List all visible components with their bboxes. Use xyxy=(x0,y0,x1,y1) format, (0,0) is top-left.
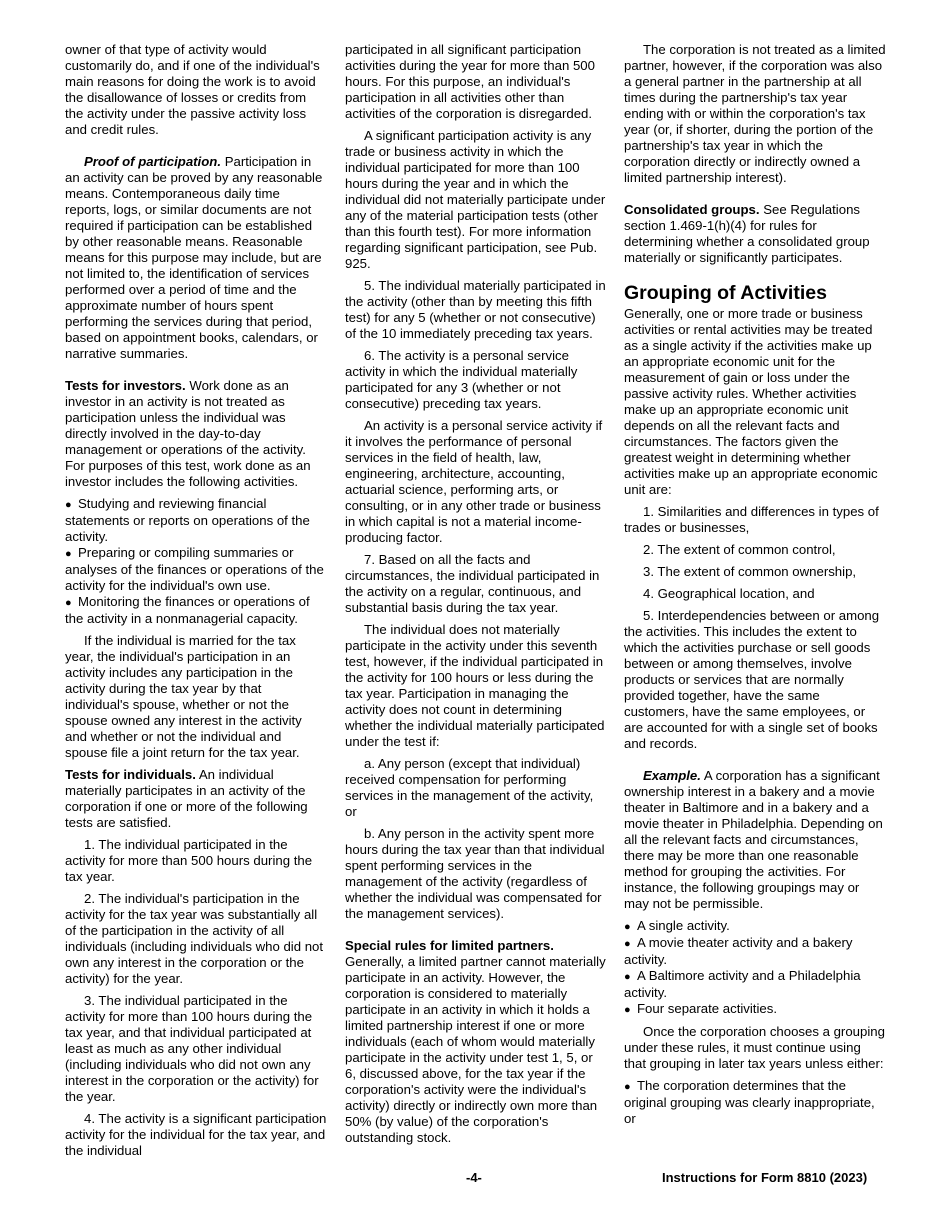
paragraph-text: Generally, one or more trade or business activities or rental activities may be treated as a single activity if the activities make up an appropriate economic unit for the measurement of gain or loss under the passive activity rules. Whether activities make up an appropriate economic unit depends on all the relevant facts and circumstances. The factors given the greatest weight in determining whether activities make up an appropriate economic unit are: xyxy=(624,306,878,497)
paragraph xyxy=(65,993,327,1105)
paragraph-text: Work done as an investor in an activity is not treated as participation unless the individual was directly involved in the day-to-day management or operations of the activity. For purposes of this test, work done as an investor includes the following activities. xyxy=(65,378,311,489)
bullet-icon: ● xyxy=(624,1081,631,1093)
bullet-item xyxy=(65,594,327,627)
section-heading: Grouping of Activities xyxy=(624,282,827,304)
paragraph-text: 7. Based on all the facts and circumstances, the individual participated in the activity on a regular, continuous, and substantial basis during the tax year. xyxy=(345,552,600,615)
paragraph-text: 4. Geographical location, and xyxy=(643,586,815,601)
paragraph xyxy=(624,768,886,912)
bullet-icon: ● xyxy=(65,548,72,560)
bullet-item xyxy=(624,918,886,935)
paragraph-text: owner of that type of activity would customarily do, and if one of the individual's main reasons for doing the work is to avoid the disallowance of losses or credits from the activity under the passive activity loss and credit rules. xyxy=(65,42,320,137)
bullet-icon: ● xyxy=(624,1004,631,1016)
paragraph xyxy=(345,756,607,820)
paragraph-text: Generally, a limited partner cannot materially participate in an activity. However, the corporation is considered to materially participate in an activity in which it holds a limited partnership interest if one or more individuals (each of whom would materially participate in the activity under test 1, 5, or 6, discussed above, for the tax year if the corporation's activity were the individual's activity) directly or indirectly own more than 50% (by value) of the corporation's outstanding stock. xyxy=(345,954,606,1145)
run-in-heading: Tests for individuals. xyxy=(65,767,196,782)
paragraph xyxy=(624,542,886,558)
paragraph-text: 2. The individual's participation in the activity for the tax year was substantially all of the participation in the activity of all individuals (including individuals who did not own any interest in the corporation or the activity) for the year. xyxy=(65,891,324,986)
bullet-item xyxy=(65,496,327,545)
bullet-icon: ● xyxy=(624,921,631,933)
paragraph xyxy=(624,42,886,186)
bullet-item xyxy=(624,935,886,968)
run-in-heading: Special rules for limited partners. xyxy=(345,938,554,953)
paragraph-text: Studying and reviewing financial statements or reports on operations of the activity. xyxy=(65,496,310,544)
paragraph xyxy=(65,1111,327,1159)
paragraph xyxy=(624,306,886,498)
paragraph-text: Once the corporation chooses a grouping under these rules, it must continue using that grouping in later tax years unless either: xyxy=(624,1024,885,1071)
paragraph xyxy=(624,608,886,752)
paragraph-text: 1. Similarities and differences in types of trades or businesses, xyxy=(624,504,879,535)
run-in-heading: Tests for investors. xyxy=(65,378,186,393)
paragraph xyxy=(624,504,886,536)
paragraph-text: Participation in an activity can be proved by any reasonable means. Contemporaneous daily time reports, logs, or similar documents are not required if participation can be established by other reasonable means. Reasonable means for this purpose may include, but are not limited to, the identification of services performed over a period of time and the approximate number of hours spent performing the services during that period, based on appointment books, calendars, or narrative summaries. xyxy=(65,154,323,361)
column-right xyxy=(624,42,886,1127)
paragraph-text: participated in all significant participation activities during the year for more than 500 hours. For this purpose, an individual's participation in all activities other than activities of the corporation is disregarded. xyxy=(345,42,595,121)
paragraph-text: If the individual is married for the tax year, the individual's participation in an activity includes any participation in the activity during the tax year by that individual's spouse, whether or not the spouse owned any interest in the activity and whether or not the individual and spouse file a joint return for the tax year. xyxy=(65,633,302,760)
paragraph-text: The corporation is not treated as a limited partner, however, if the corporation was also a general partner in the partnership at all times during the partnership's tax year ending with or within the corporation's tax year (or, if shorter, during the portion of the partnership's tax year in which the corporation directly or indirectly owned a limited partnership interest). xyxy=(624,42,886,185)
paragraph-text: 6. The activity is a personal service activity in which the individual materially participated for any 3 (whether or not consecutive) preceding tax years. xyxy=(345,348,578,411)
paragraph xyxy=(345,42,607,122)
paragraph-text: 2. The extent of common control, xyxy=(643,542,836,557)
paragraph-text: The individual does not materially participate in the activity under this seventh test, however, if the individual participated in the activity for 100 hours or less during the tax year. Participation in managing the activity does not count in determining whether the individual materially participated under the test if: xyxy=(345,622,605,749)
paragraph-text: A single activity. xyxy=(637,918,730,933)
paragraph xyxy=(65,154,327,362)
paragraph-text: 1. The individual participated in the activity for more than 500 hours during the tax year. xyxy=(65,837,313,884)
column-middle xyxy=(345,42,607,1152)
paragraph xyxy=(624,1024,886,1072)
run-in-heading: Example. xyxy=(643,768,701,783)
paragraph xyxy=(624,586,886,602)
paragraph xyxy=(345,418,607,546)
paragraph-text: Monitoring the finances or operations of the activity in a nonmanagerial capacity. xyxy=(65,594,310,626)
paragraph-text: 5. Interdependencies between or among the activities. This includes the extent to which the activities purchase or sell goods between or among themselves, involve products or services that are normally provided together, have the same customers, have the same employees, or are accounted for with a single set of books and records. xyxy=(624,608,880,751)
paragraph-text: A corporation has a significant ownership interest in a bakery and a movie theater in Baltimore and in a bakery and a movie theater in Philadelphia. Depending on all the relevant facts and circumstances, there may be more than one reasonable method for grouping the activities. For instance, the following groupings may or may not be permissible. xyxy=(624,768,883,911)
paragraph xyxy=(65,837,327,885)
paragraph-text: A movie theater activity and a bakery activity. xyxy=(624,935,853,967)
paragraph-text: 3. The extent of common ownership, xyxy=(643,564,857,579)
paragraph xyxy=(65,42,327,138)
bullet-icon: ● xyxy=(65,499,72,511)
paragraph xyxy=(345,278,607,342)
bullet-item xyxy=(65,545,327,594)
paragraph xyxy=(345,826,607,922)
run-in-heading: Proof of participation. xyxy=(84,154,222,169)
paragraph xyxy=(345,622,607,750)
bullet-item xyxy=(624,1001,886,1018)
paragraph-text: 4. The activity is a significant participation activity for the individual for the tax year, and the individual xyxy=(65,1111,327,1158)
paragraph xyxy=(345,348,607,412)
paragraph-text: See Regulations section 1.469-1(h)(4) for rules for determining whether a consolidated group materially or significantly participates. xyxy=(624,202,870,265)
paragraph xyxy=(345,128,607,272)
bullet-icon: ● xyxy=(624,938,631,950)
bullet-icon: ● xyxy=(65,597,72,609)
paragraph-text: 3. The individual participated in the activity for more than 100 hours during the tax year, and that individual participated at least as much as any other individual (including individuals who did not own any interest in the corporation or the activity) for the year. xyxy=(65,993,319,1104)
paragraph-text: 5. The individual materially participated in the activity (other than by meeting this fifth test) for any 5 (whether or not consecutive) of the 10 immediately preceding tax years. xyxy=(345,278,606,341)
paragraph xyxy=(65,891,327,987)
paragraph xyxy=(65,378,327,490)
paragraph-text: Preparing or compiling summaries or analyses of the finances or operations of the activity for the individual's own use. xyxy=(65,545,324,593)
paragraph xyxy=(345,552,607,616)
bullet-item xyxy=(624,1078,886,1127)
paragraph-text: An activity is a personal service activity if it involves the performance of personal services in the field of health, law, engineering, architecture, accounting, actuarial science, performing arts, or consulting, or in any other trade or business in which capital is not a material income-producing factor. xyxy=(345,418,603,545)
paragraph-text: b. Any person in the activity spent more hours during the tax year than that individual spent performing services in the management of the activity (regardless of whether the individual was compensated for the management services). xyxy=(345,826,605,921)
paragraph xyxy=(624,564,886,580)
paragraph xyxy=(345,938,607,1146)
paragraph-text: Four separate activities. xyxy=(637,1001,777,1016)
paragraph-text: a. Any person (except that individual) received compensation for performing services in the management of the activity, or xyxy=(345,756,594,819)
form-title: Instructions for Form 8810 (2023) xyxy=(662,1170,868,1185)
bullet-icon: ● xyxy=(624,971,631,983)
paragraph-text: The corporation determines that the original grouping was clearly inappropriate, or xyxy=(624,1078,875,1126)
paragraph-text: A Baltimore activity and a Philadelphia activity. xyxy=(624,968,861,1000)
paragraph-text: An individual materially participates in an activity of the corporation if one or more of the following tests are satisfied. xyxy=(65,767,308,830)
page-number: -4- xyxy=(466,1170,482,1185)
bullet-item xyxy=(624,968,886,1001)
paragraph xyxy=(65,633,327,761)
paragraph-text: A significant participation activity is any trade or business activity in which the individual participated for more than 100 hours during the year and in which the individual did not materially participate under any of the material participation tests (other than this fourth test). For more information regarding significant participation, see Pub. 925. xyxy=(345,128,606,271)
run-in-heading: Consolidated groups. xyxy=(624,202,760,217)
paragraph xyxy=(624,202,886,266)
paragraph xyxy=(65,767,327,831)
column-left xyxy=(65,42,327,1165)
